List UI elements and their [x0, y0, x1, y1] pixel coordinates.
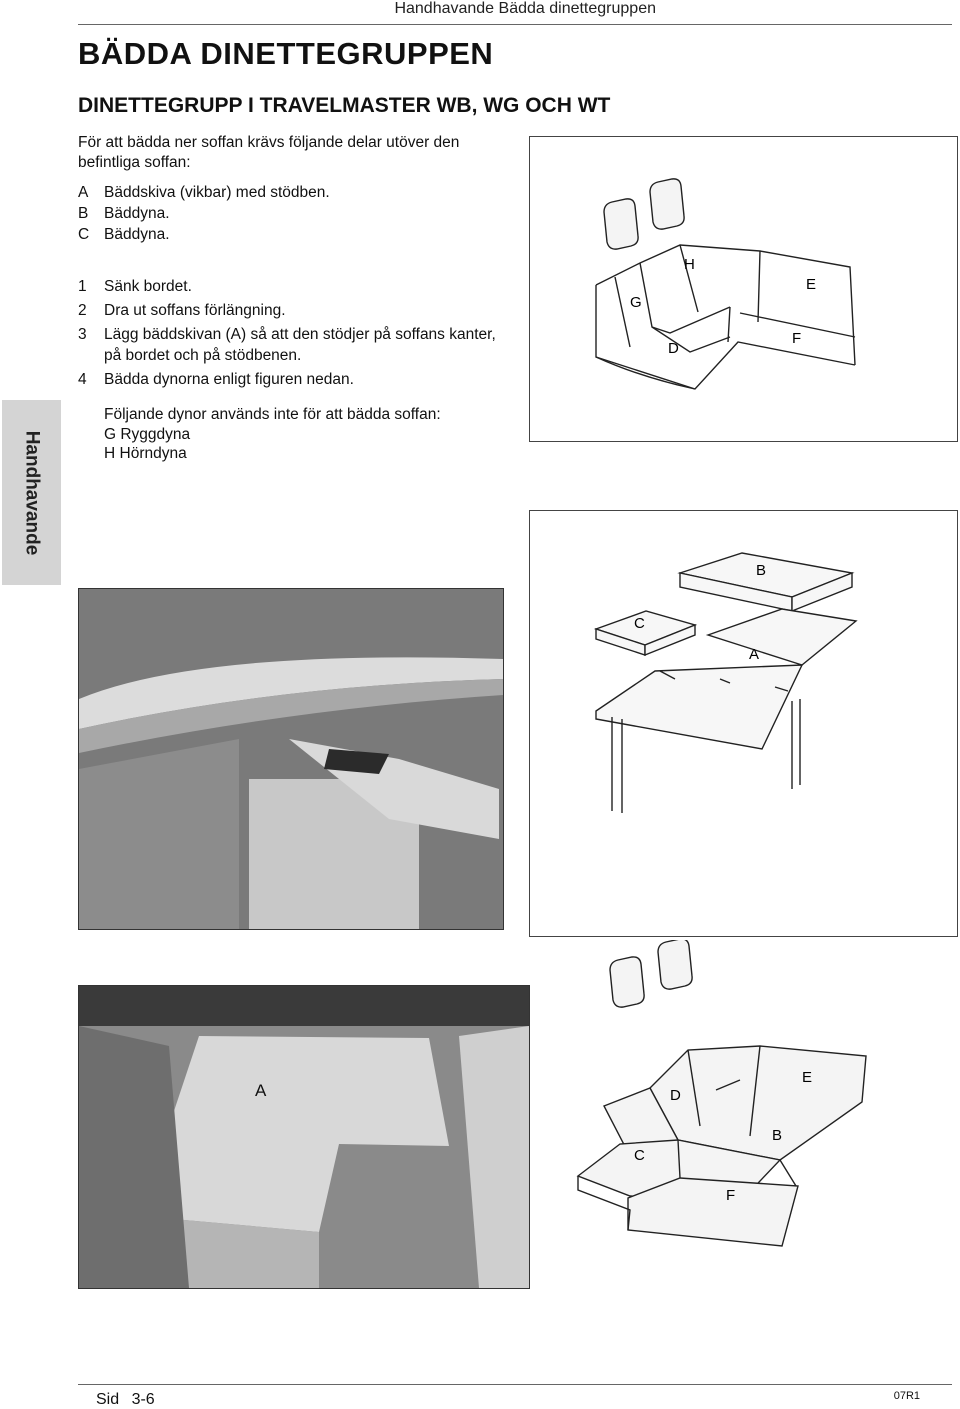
part-key: C: [78, 226, 90, 243]
header-divider: [78, 24, 952, 25]
parts-item: [78, 182, 330, 203]
part-key: A: [78, 184, 89, 201]
bed-board-figure: [529, 510, 958, 937]
section-side-tab: [2, 400, 61, 585]
step-text: Sänk bordet.: [104, 278, 192, 295]
bed-label-d: D: [670, 1087, 681, 1104]
part-text: Bäddyna.: [104, 226, 170, 243]
sofa-label-g: G: [630, 294, 642, 311]
step-text: Lägg bäddskivan (A) så att den stödjer på soffans kanter, på bordet och på stödbenen.: [104, 326, 496, 364]
board-label-c: C: [634, 615, 645, 632]
parts-list: [78, 182, 330, 245]
part-key: B: [78, 205, 89, 222]
step-number: 4: [78, 371, 87, 388]
parts-item: [78, 224, 330, 245]
bed-label-c: C: [634, 1147, 645, 1164]
unused-item: G Ryggdyna: [104, 425, 191, 443]
unused-intro: Följande dynor används inte för att bädda soffan:: [104, 406, 441, 423]
part-text: Bäddyna.: [104, 205, 170, 222]
bed-label-f: F: [726, 1187, 736, 1204]
step-item: [78, 324, 508, 366]
board-label-a: A: [749, 646, 760, 663]
parts-item: [78, 203, 330, 224]
side-tab-label: Handhavande: [21, 430, 43, 555]
sofa-figure: [529, 136, 958, 442]
page-label: Sid: [96, 1391, 120, 1408]
photo-placeholder: [79, 986, 529, 1288]
made-bed-illustration: [570, 940, 950, 1270]
photo-label-a: A: [255, 1081, 267, 1100]
photo-board-placed: [78, 985, 530, 1289]
page-value: 3-6: [131, 1391, 155, 1408]
bed-board-illustration: [530, 511, 957, 936]
bed-label-b: B: [772, 1127, 783, 1144]
step-item: [78, 369, 508, 390]
unused-item: H Hörndyna: [104, 445, 187, 462]
page-title: BÄDDA DINETTEGRUPPEN: [78, 36, 494, 71]
page-number: [96, 1391, 155, 1409]
intro-text: För att bädda ner soffan krävs följande delar utöver den befintliga soffan:: [78, 134, 460, 171]
step-item: [78, 276, 508, 297]
sofa-label-f: F: [792, 330, 802, 347]
sofa-label-h: H: [684, 256, 695, 273]
section-subtitle: DINETTEGRUPP I TRAVELMASTER WB, WG OCH WT: [78, 94, 611, 117]
footer-divider: [78, 1384, 952, 1385]
bed-label-e: E: [802, 1069, 813, 1086]
part-text: Bäddskiva (vikbar) med stödben.: [104, 184, 330, 201]
step-text: Bädda dynorna enligt figuren nedan.: [104, 371, 354, 388]
photo-lowering-table: [78, 588, 504, 930]
steps-list: [78, 276, 508, 393]
running-header: Handhavande Bädda dinettegruppen: [394, 0, 656, 17]
step-number: 3: [78, 326, 87, 343]
step-item: [78, 300, 508, 321]
step-number: 2: [78, 302, 87, 319]
sofa-label-d: D: [668, 340, 679, 357]
photo-placeholder: [79, 589, 503, 929]
sofa-illustration: [530, 137, 957, 441]
made-bed-figure: [570, 940, 950, 1270]
document-code: 07R1: [893, 1390, 920, 1402]
board-label-b: B: [756, 562, 767, 579]
step-text: Dra ut soffans förlängning.: [104, 302, 286, 319]
sofa-label-e: E: [806, 276, 817, 293]
unused-cushions: [104, 405, 441, 464]
step-number: 1: [78, 278, 87, 295]
